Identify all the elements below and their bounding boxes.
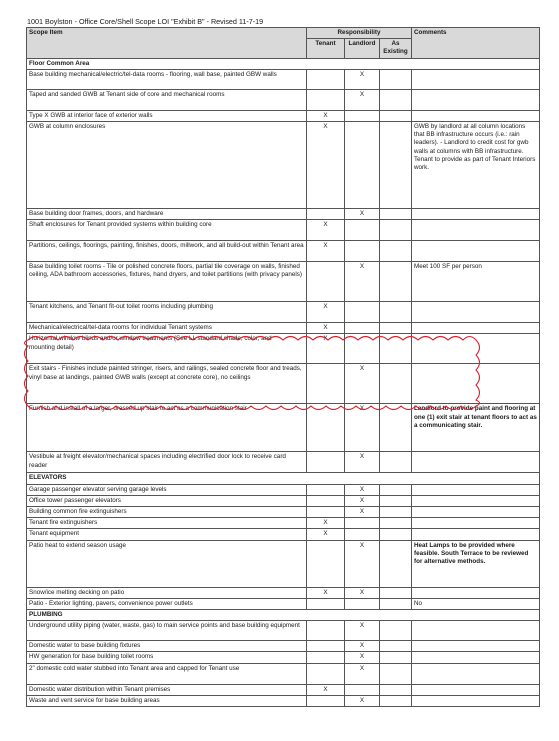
comments-cell bbox=[412, 695, 540, 706]
scope-cell: Building common fire extinguishers bbox=[27, 507, 307, 518]
as-existing-mark bbox=[380, 507, 412, 518]
as-existing-mark bbox=[380, 641, 412, 652]
landlord-mark bbox=[345, 529, 380, 540]
table-row bbox=[27, 529, 540, 540]
as-existing-mark bbox=[380, 452, 412, 473]
landlord-mark: X bbox=[345, 621, 380, 641]
comments-cell bbox=[412, 334, 540, 364]
scope-cell: Domestic water to base building fixtures bbox=[27, 641, 307, 652]
comments-cell bbox=[412, 220, 540, 241]
comments-cell bbox=[412, 209, 540, 220]
scope-cell: Exit stairs - Finishes include painted stringer, risers, and railings, sealed concrete floor and treads, vinyl base at landings, painted GWB walls (except at concrete core), no ceilings bbox=[27, 364, 307, 404]
scope-cell: Furnish and install of a larger, dressed up stair to act as a communication stair bbox=[27, 404, 307, 452]
comments-cell bbox=[412, 587, 540, 598]
tenant-mark bbox=[307, 209, 345, 220]
as-existing-mark bbox=[380, 598, 412, 609]
landlord-mark bbox=[345, 220, 380, 241]
comments-cell bbox=[412, 518, 540, 529]
header-landlord: Landlord bbox=[345, 39, 380, 58]
landlord-mark bbox=[345, 684, 380, 695]
scope-cell: Patio - Exterior lighting, pavers, convenience power outlets bbox=[27, 598, 307, 609]
landlord-mark: X bbox=[345, 663, 380, 684]
tenant-mark: X bbox=[307, 220, 345, 241]
as-existing-mark bbox=[380, 695, 412, 706]
table-row bbox=[27, 507, 540, 518]
comments-cell bbox=[412, 684, 540, 695]
landlord-mark bbox=[345, 334, 380, 364]
section-title: Floor Common Area bbox=[27, 58, 540, 69]
scope-cell: Tenant fire extinguishers bbox=[27, 518, 307, 529]
comments-cell bbox=[412, 652, 540, 663]
comments-cell bbox=[412, 302, 540, 323]
tenant-mark bbox=[307, 495, 345, 506]
tenant-mark bbox=[307, 641, 345, 652]
tenant-mark bbox=[307, 89, 345, 110]
table-row bbox=[27, 89, 540, 110]
landlord-mark: X bbox=[345, 364, 380, 404]
tenant-mark: X bbox=[307, 110, 345, 121]
landlord-mark bbox=[345, 302, 380, 323]
tenant-mark bbox=[307, 69, 345, 89]
tenant-mark bbox=[307, 663, 345, 684]
table-row bbox=[27, 262, 540, 302]
table-row bbox=[27, 598, 540, 609]
landlord-mark: X bbox=[345, 652, 380, 663]
comments-cell bbox=[412, 621, 540, 641]
tenant-mark bbox=[307, 695, 345, 706]
scope-cell: Patio heat to extend season usage bbox=[27, 540, 307, 587]
section-title: ELEVATORS bbox=[27, 473, 540, 484]
as-existing-mark bbox=[380, 334, 412, 364]
tenant-mark bbox=[307, 621, 345, 641]
as-existing-mark bbox=[380, 364, 412, 404]
comments-cell: Landlord to provide paint and flooring at one (1) exit stair at tenant floors to act as a communicating stair. bbox=[412, 404, 540, 452]
scope-cell: Vestibule at freight elevator/mechanical spaces including electrified door lock to receive card reader bbox=[27, 452, 307, 473]
landlord-mark: X bbox=[345, 452, 380, 473]
landlord-mark bbox=[345, 323, 380, 334]
as-existing-mark bbox=[380, 110, 412, 121]
table-row bbox=[27, 484, 540, 495]
tenant-mark bbox=[307, 540, 345, 587]
comments-cell bbox=[412, 69, 540, 89]
comments-cell bbox=[412, 89, 540, 110]
table-row bbox=[27, 663, 540, 684]
scope-cell: Snow/ice melting decking on patio bbox=[27, 587, 307, 598]
as-existing-mark bbox=[380, 495, 412, 506]
section-row bbox=[27, 610, 540, 621]
scope-cell: Base building toilet rooms - Tile or polished concrete floors, partial tile coverage on walls, finished ceiling, ADA bathroom accessories, fixtures, hand dryers, and toilet partitions (with privacy panels) bbox=[27, 262, 307, 302]
scope-cell: HW generation for base building toilet rooms bbox=[27, 652, 307, 663]
scope-cell: Shaft enclosures for Tenant provided systems within building core bbox=[27, 220, 307, 241]
tenant-mark: X bbox=[307, 587, 345, 598]
table-row bbox=[27, 684, 540, 695]
comments-cell bbox=[412, 364, 540, 404]
scope-cell: Office tower passenger elevators bbox=[27, 495, 307, 506]
header-scope-item: Scope Item bbox=[27, 28, 307, 59]
as-existing-mark bbox=[380, 518, 412, 529]
scope-cell: 2" domestic cold water stubbed into Tenant area and capped for Tenant use bbox=[27, 663, 307, 684]
tenant-mark bbox=[307, 598, 345, 609]
tenant-mark bbox=[307, 404, 345, 452]
scope-cell: Underground utility piping (water, waste, gas) to main service points and base building equipment bbox=[27, 621, 307, 641]
scope-cell: GWB at column enclosures bbox=[27, 122, 307, 209]
tenant-mark: X bbox=[307, 122, 345, 209]
comments-cell bbox=[412, 323, 540, 334]
tenant-mark: X bbox=[307, 684, 345, 695]
table-row bbox=[27, 220, 540, 241]
comments-cell bbox=[412, 529, 540, 540]
table-row bbox=[27, 404, 540, 452]
comments-cell bbox=[412, 484, 540, 495]
document-title: 1001 Boylston - Office Core/Shell Scope LOI "Exhibit B" - Revised 11-7-19 bbox=[27, 17, 264, 26]
scope-cell: Domestic water distribution within Tenant premises bbox=[27, 684, 307, 695]
as-existing-mark bbox=[380, 529, 412, 540]
table-row bbox=[27, 122, 540, 209]
comments-cell bbox=[412, 110, 540, 121]
header-responsibility: Responsibility bbox=[307, 28, 412, 39]
landlord-mark: X bbox=[345, 695, 380, 706]
tenant-mark bbox=[307, 484, 345, 495]
landlord-mark: X bbox=[345, 484, 380, 495]
scope-cell: Partitions, ceilings, floorings, painting, finishes, doors, millwork, and all build-out within Tenant area bbox=[27, 241, 307, 262]
as-existing-mark bbox=[380, 220, 412, 241]
tenant-mark bbox=[307, 507, 345, 518]
landlord-mark: X bbox=[345, 507, 380, 518]
landlord-mark: X bbox=[345, 262, 380, 302]
table-row bbox=[27, 209, 540, 220]
comments-cell bbox=[412, 495, 540, 506]
as-existing-mark bbox=[380, 262, 412, 302]
section-row bbox=[27, 473, 540, 484]
landlord-mark bbox=[345, 241, 380, 262]
as-existing-mark bbox=[380, 302, 412, 323]
tenant-mark: X bbox=[307, 323, 345, 334]
table-row bbox=[27, 495, 540, 506]
as-existing-mark bbox=[380, 241, 412, 262]
comments-cell: Heat Lamps to be provided where feasible. South Terrace to be reviewed for alternative methods. bbox=[412, 540, 540, 587]
as-existing-mark bbox=[380, 684, 412, 695]
scope-cell: Tenant kitchens, and Tenant fit-out toilet rooms including plumbing bbox=[27, 302, 307, 323]
landlord-mark bbox=[345, 518, 380, 529]
header-as-existing: As Existing bbox=[380, 39, 412, 58]
section-row bbox=[27, 58, 540, 69]
comments-cell bbox=[412, 452, 540, 473]
section-title: PLUMBING bbox=[27, 610, 540, 621]
comments-cell: GWB by landlord at all column locations that BB infrastructure occurs (i.e.: rain leaders). - Landlord to credit cost for gwb walls at columns with BB infrastructure. Tenant to provide as part of Tenant Interiors work. bbox=[412, 122, 540, 209]
as-existing-mark bbox=[380, 663, 412, 684]
tenant-mark: X bbox=[307, 529, 345, 540]
scope-cell: Tenant equipment bbox=[27, 529, 307, 540]
table-body bbox=[27, 58, 540, 706]
as-existing-mark bbox=[380, 89, 412, 110]
table-row bbox=[27, 323, 540, 334]
comments-cell bbox=[412, 507, 540, 518]
scope-cell: Garage passenger elevator serving garage levels bbox=[27, 484, 307, 495]
landlord-mark bbox=[345, 122, 380, 209]
table-row bbox=[27, 641, 540, 652]
landlord-mark: X bbox=[345, 587, 380, 598]
as-existing-mark bbox=[380, 587, 412, 598]
as-existing-mark bbox=[380, 621, 412, 641]
table-row bbox=[27, 110, 540, 121]
tenant-mark: X bbox=[307, 518, 345, 529]
table-row bbox=[27, 334, 540, 364]
landlord-mark: X bbox=[345, 69, 380, 89]
header-tenant: Tenant bbox=[307, 39, 345, 58]
table-row bbox=[27, 518, 540, 529]
tenant-mark bbox=[307, 262, 345, 302]
scope-cell: Base building door frames, doors, and hardware bbox=[27, 209, 307, 220]
as-existing-mark bbox=[380, 69, 412, 89]
tenant-mark bbox=[307, 652, 345, 663]
table-row bbox=[27, 695, 540, 706]
comments-cell: No bbox=[412, 598, 540, 609]
landlord-mark: X bbox=[345, 404, 380, 452]
table-row bbox=[27, 652, 540, 663]
table-row bbox=[27, 302, 540, 323]
landlord-mark: X bbox=[345, 89, 380, 110]
table-row bbox=[27, 621, 540, 641]
scope-cell: Type X GWB at interior face of exterior walls bbox=[27, 110, 307, 121]
table-row bbox=[27, 241, 540, 262]
landlord-mark bbox=[345, 110, 380, 121]
scope-table bbox=[26, 27, 540, 707]
landlord-mark: X bbox=[345, 540, 380, 587]
scope-cell: Waste and vent service for base building areas bbox=[27, 695, 307, 706]
landlord-mark: X bbox=[345, 495, 380, 506]
landlord-mark: X bbox=[345, 641, 380, 652]
as-existing-mark bbox=[380, 404, 412, 452]
as-existing-mark bbox=[380, 540, 412, 587]
landlord-mark: X bbox=[345, 209, 380, 220]
scope-cell: Horizontal window blinds and/or window treatments (See LL standard shade, color, and mounting detail) bbox=[27, 334, 307, 364]
comments-cell: Meet 100 SF per person bbox=[412, 262, 540, 302]
header-comments: Comments bbox=[412, 28, 540, 59]
table-row bbox=[27, 69, 540, 89]
as-existing-mark bbox=[380, 122, 412, 209]
comments-cell bbox=[412, 641, 540, 652]
comments-cell bbox=[412, 663, 540, 684]
as-existing-mark bbox=[380, 323, 412, 334]
as-existing-mark bbox=[380, 652, 412, 663]
scope-cell: Mechanical/electrical/tel-data rooms for individual Tenant systems bbox=[27, 323, 307, 334]
as-existing-mark bbox=[380, 209, 412, 220]
scope-cell: Base building mechanical/electric/tel-data rooms - flooring, wall base, painted GBW walls bbox=[27, 69, 307, 89]
tenant-mark bbox=[307, 452, 345, 473]
table-row bbox=[27, 540, 540, 587]
tenant-mark: X bbox=[307, 241, 345, 262]
as-existing-mark bbox=[380, 484, 412, 495]
scope-cell: Taped and sanded GWB at Tenant side of core and mechanical rooms bbox=[27, 89, 307, 110]
tenant-mark: X bbox=[307, 302, 345, 323]
tenant-mark: X bbox=[307, 334, 345, 364]
table-row bbox=[27, 587, 540, 598]
table-row bbox=[27, 364, 540, 404]
tenant-mark bbox=[307, 364, 345, 404]
comments-cell bbox=[412, 241, 540, 262]
landlord-mark bbox=[345, 598, 380, 609]
table-row bbox=[27, 452, 540, 473]
header-row-1 bbox=[27, 28, 540, 39]
